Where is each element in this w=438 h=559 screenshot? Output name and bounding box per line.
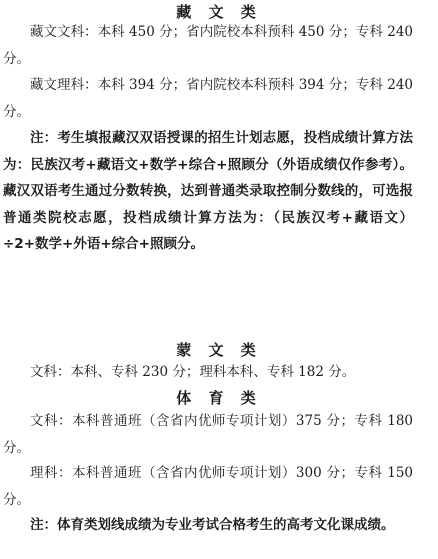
mongolian-scores: 文科：本科、专科 230 分；理科本科、专科 182 分。 [30, 364, 356, 380]
note-label: 注： [30, 130, 58, 146]
tibetan-science-scores: 藏文理科：本科 394 分；省内院校本科预科 394 分；专科 240 分。 [3, 77, 413, 120]
section-title-sports: 体 育 类 [176, 389, 262, 407]
section-title-mongolian: 蒙 文 类 [176, 341, 262, 359]
note-text: 考生填报藏汉双语授课的招生计划志愿，投档成绩计算方法为：民族汉考+藏语文+数学+综合+照顾分（外语成绩仅作参考）。藏汉双语考生通过分数转换，达到普通类录取控制分数线的，可选报普通类院校志愿，投档成绩计算方法为：（民族汉考+藏语文）÷2+数学+外语+综合+照顾分。 [3, 130, 414, 252]
section-title-tibetan: 藏 文 类 [176, 3, 262, 21]
tibetan-arts-scores: 藏文文科：本科 450 分；省内院校本科预科 450 分；专科 240 分。 [3, 24, 413, 67]
sports-science-scores: 理科：本科普通班（含省内优师专项计划）300 分；专科 150 分。 [3, 465, 413, 508]
note-text: 体育类划线成绩为专业考试合格考生的高考文化课成绩。 [57, 517, 395, 533]
sports-note [3, 512, 413, 539]
tibetan-note [3, 125, 413, 258]
note-label: 注： [30, 517, 57, 533]
sports-arts-scores: 文科：本科普通班（含省内优师专项计划）375 分；专科 180 分。 [3, 413, 413, 456]
